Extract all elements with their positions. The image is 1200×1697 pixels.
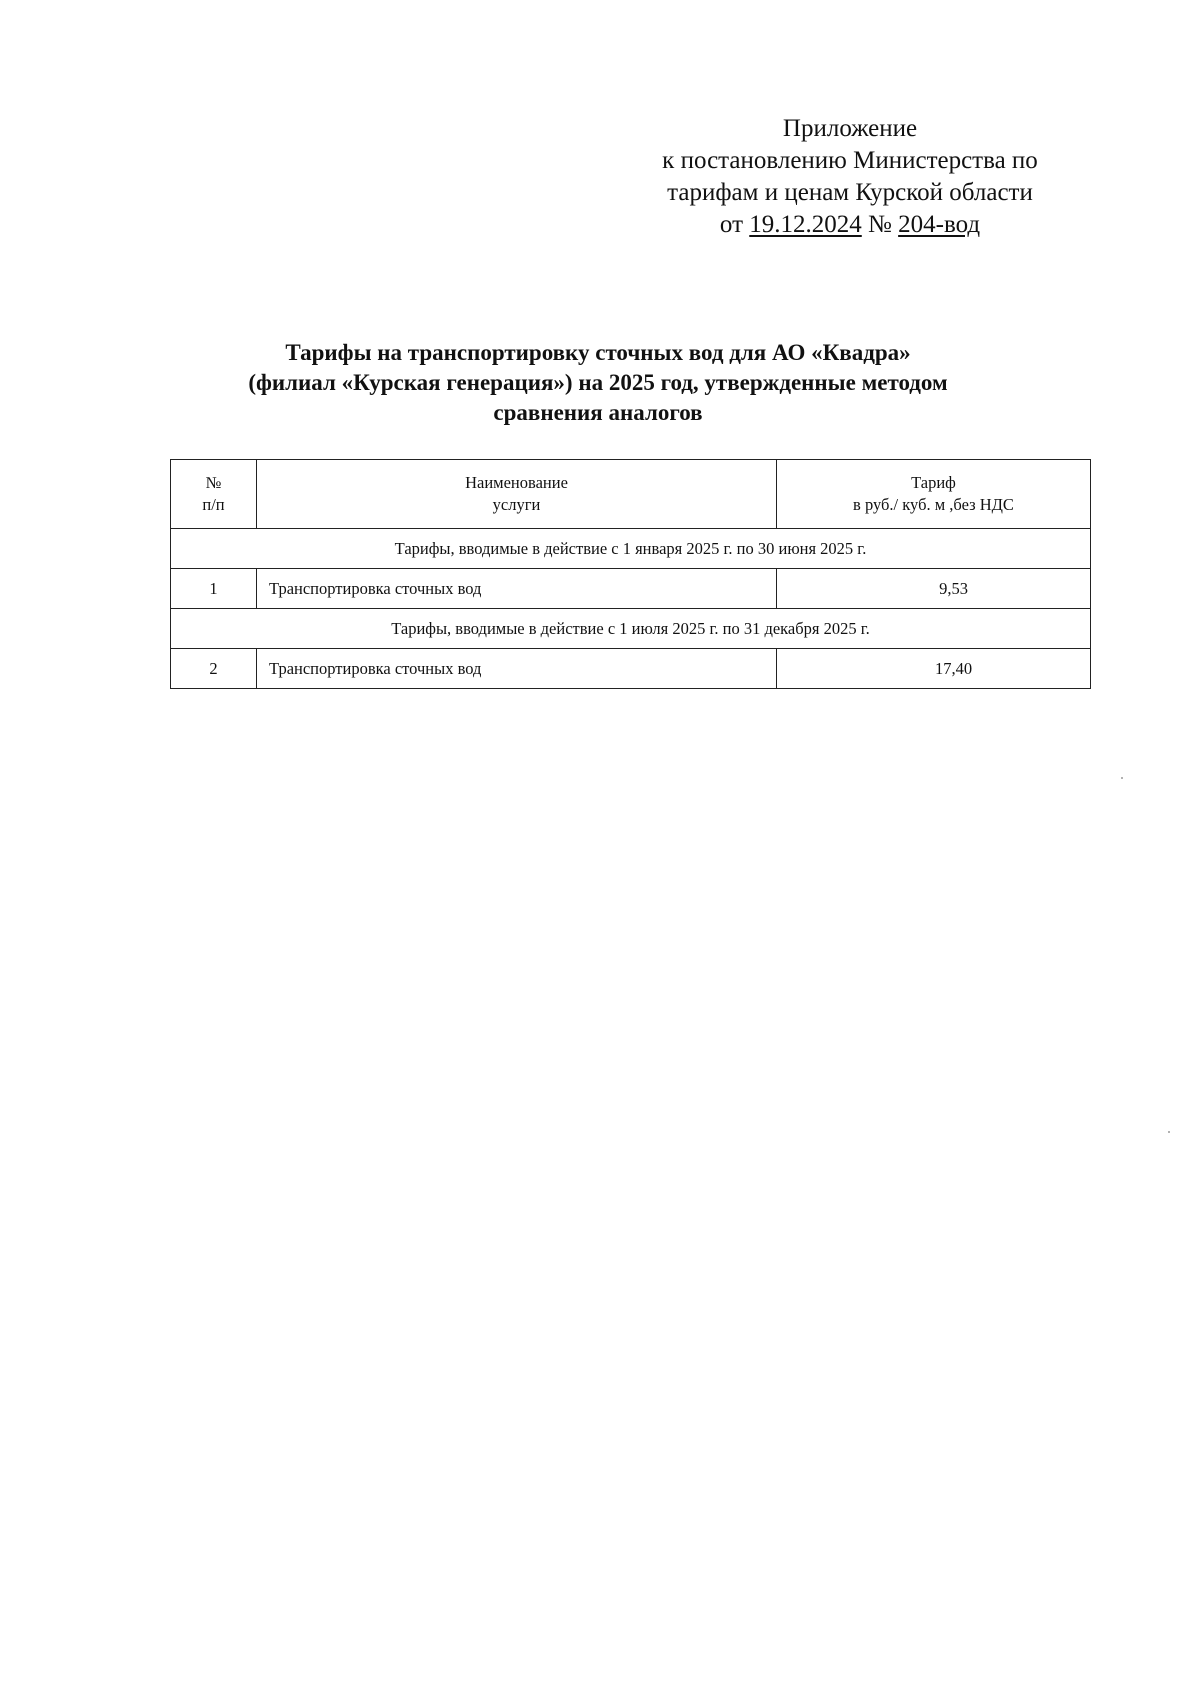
date-prefix: от [719, 211, 744, 238]
header-service-name [257, 460, 777, 529]
header-tariff-line-1: Тариф [911, 473, 956, 492]
service-name: Транспортировка сточных вод [257, 569, 777, 609]
header-number [171, 460, 257, 529]
header-tariff-line-2: в руб./ куб. м ,без НДС [853, 495, 1014, 514]
title-line-2: (филиал «Курская генерация») на 2025 год, утвержденные методом [248, 370, 948, 395]
header-number-line-1: № [205, 473, 222, 492]
table-header-row [171, 460, 1091, 529]
header-name-line-1: Наименование [465, 473, 568, 492]
tariff-table [170, 459, 1091, 689]
header-tariff [777, 460, 1091, 529]
appendix-line-3: тарифам и ценам Курской области [667, 179, 1033, 206]
appendix-line-4 [600, 209, 1100, 241]
decree-date: 19.12.2024 [749, 211, 862, 238]
tariff-value: 17,40 [777, 649, 1091, 689]
period-row-1 [171, 529, 1091, 569]
document-title [170, 338, 1026, 428]
scan-speck [1168, 1131, 1170, 1133]
period-label-1: Тарифы, вводимые в действие с 1 января 2025 г. по 30 июня 2025 г. [171, 529, 1091, 569]
period-label-2: Тарифы, вводимые в действие с 1 июля 2025 г. по 31 декабря 2025 г. [171, 609, 1091, 649]
period-row-2 [171, 609, 1091, 649]
row-number: 2 [171, 649, 257, 689]
header-name-line-2: услуги [492, 495, 541, 514]
appendix-line-2: к постановлению Министерства по [662, 147, 1038, 174]
decree-number: 204-вод [898, 211, 981, 238]
header-number-line-2: п/п [202, 495, 225, 514]
tariff-value: 9,53 [777, 569, 1091, 609]
service-name: Транспортировка сточных вод [257, 649, 777, 689]
appendix-line-1: Приложение [782, 115, 918, 142]
row-number: 1 [171, 569, 257, 609]
title-line-1: Тарифы на транспортировку сточных вод для АО «Квадра» [285, 340, 911, 365]
table-row [171, 649, 1091, 689]
table-row [171, 569, 1091, 609]
title-line-3: сравнения аналогов [493, 400, 703, 425]
number-sign: № [868, 211, 892, 238]
scan-speck [1121, 777, 1123, 779]
appendix-header [600, 113, 1100, 241]
